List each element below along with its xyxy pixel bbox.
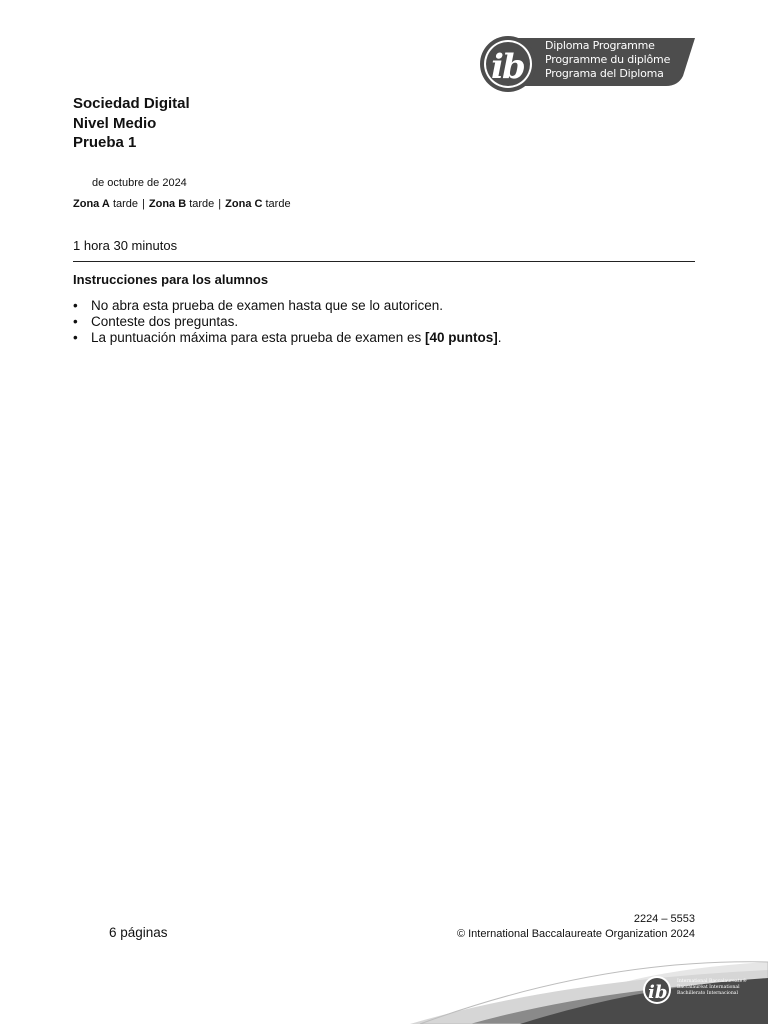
exam-paper: Prueba 1 [73,134,137,151]
instruction-item [73,298,501,314]
ib-diploma-logo [478,36,695,92]
zone-c-time: tarde [265,198,291,210]
instructions-list [73,298,501,346]
zone-b-name: Zona B [148,198,187,210]
exam-duration: 1 hora 30 minutos [73,238,178,253]
ibo-org-names [677,979,747,997]
exam-date: de octubre de 2024 [92,177,187,189]
exam-title-block [73,94,190,153]
instruction-text-end: . [497,330,502,345]
instruction-text: No abra esta prueba de examen hasta que se lo autoricen. [91,298,443,313]
ib-org-logo-icon [643,976,671,1004]
exam-subject: Sociedad Digital [73,95,190,112]
zone-b-time: tarde [189,198,215,210]
copyright: © International Baccalaureate Organization 2024 [456,928,695,940]
bullet-icon: • [73,314,78,329]
svg-text:ib: ib [648,982,668,1003]
zone-a-time: tarde [112,198,139,210]
zone-a-name: Zona A [73,198,110,210]
org-line-es: Bachillerato Internacional [677,991,738,996]
zone-separator: | [142,198,145,210]
programme-line-fr: Programme du diplôme [545,53,671,66]
svg-text:i: i [491,47,504,87]
instruction-text: La puntuación máxima para esta prueba de examen es [91,330,425,345]
instruction-max-points: [40 puntos] [424,330,498,345]
org-line-fr: Baccalauréat International [677,985,740,990]
zone-separator: | [218,198,222,210]
exam-level: Nivel Medio [73,114,157,132]
programme-line-en: Diploma Programme [545,39,655,52]
instruction-item [73,330,501,346]
footer-info [457,912,695,942]
exam-code: 2224 – 5553 [633,913,695,925]
programme-line-es: Programa del Diploma [545,67,664,80]
instructions-heading: Instrucciones para los alumnos [73,272,269,287]
instruction-text: Conteste dos preguntas. [91,314,239,329]
zone-line [73,198,291,210]
bullet-icon: • [73,298,78,313]
zone-c-name: Zona C [225,198,263,210]
page-count: 6 páginas [109,925,168,940]
footer-wave-graphic [0,950,768,1024]
divider-rule [73,261,695,262]
svg-text:b: b [502,47,526,87]
instruction-item [73,314,501,330]
bullet-icon: • [73,330,78,345]
org-line-en: International Baccalaureate® [677,979,747,984]
